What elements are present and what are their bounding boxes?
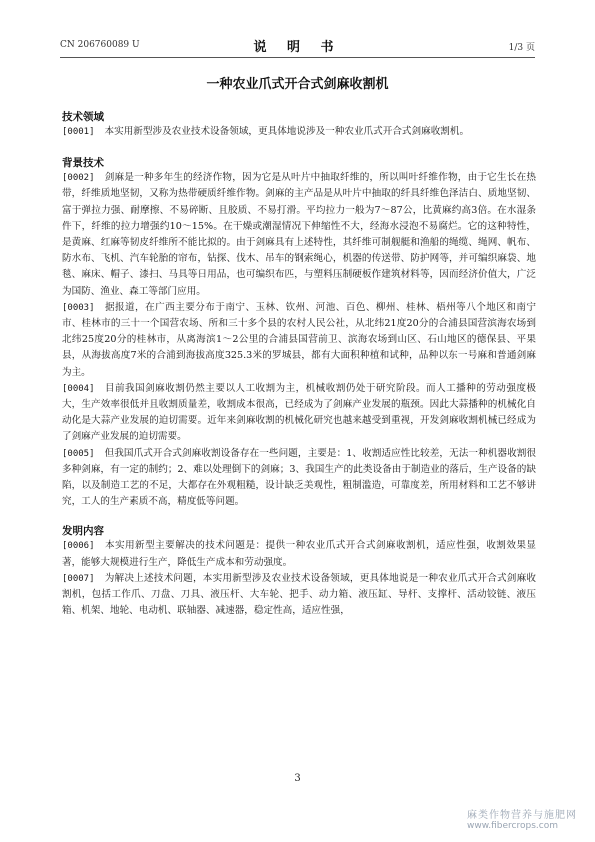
paragraph-number: [0007] <box>62 573 95 584</box>
section-heading-background: 背景技术 <box>62 157 104 170</box>
header-divider <box>60 57 535 58</box>
document-type: 说 明 书 <box>253 40 342 55</box>
paragraph <box>62 170 536 300</box>
paragraph <box>62 124 536 140</box>
patent-number: CN 206760089 U <box>60 40 140 50</box>
paragraph-text: 剑麻是一种多年生的经济作物，因为它是从叶片中抽取纤维的，所以叫叶纤维作物，由于它生长在热带，纤维质地坚韧，又称为热带硬质纤维作物。剑麻的主产品是从叶片中抽取的纤具纤维色泽洁白、质地坚韧、富于弹拉力强、耐摩擦、不易碎断、且胶质、不易打滑。平均拉力一般为7～87公，比黄麻约高3倍。在水湿条件下，纤维的拉力增强约10～15%。在干燥或潮湿情况下伸缩性不大，经海水浸泡不易腐烂。它的这种特性，是黄麻、红麻等韧皮纤维所不能比拟的。由于剑麻具有上述特性，其纤维可制舰艇和渔船的绳缆、绳网、帆布、防水布、飞机、汽车轮胎的帘布，钻探、伐木、吊车的钢索绳心，机器的传送带、防护网等，并可编织麻袋、地毯、麻床、帽子、漆扫、马具等日用品，也可编织布匹，与塑料压制硬板作建筑材料等，因而经济价值大，广泛为国防、渔业、森工等部门应用。 <box>62 172 536 297</box>
paragraph <box>62 446 536 511</box>
paragraph <box>62 538 536 570</box>
section-heading-invention: 发明内容 <box>62 525 104 538</box>
paragraph-text: 本实用新型涉及农业技术设备领域，更具体地说涉及一种农业爪式开合式剑麻收割机。 <box>104 126 470 137</box>
page-header <box>60 36 535 55</box>
paragraph-text: 但我国爪式开合式剑麻收割设备存在一些问题，主要是：1、收割适应性比较差，无法一种机器收割很多种剑麻，有一定的制约；2、难以处理倒下的剑麻；3、我国生产的此类设备由于制造业的落后，生产设备的缺陷，以及制造工艺的不足，大都存在外观粗糙，设计缺乏美观性，粗制滥造，可靠度差，所用材料和工艺不够讲究，工人的生产素质不高，精度低等问题。 <box>62 447 536 508</box>
paragraph-number: [0003] <box>62 302 95 313</box>
paragraph-number: [0002] <box>62 173 95 184</box>
paragraph <box>62 381 536 446</box>
watermark-text: 麻类作物营养与施肥网 <box>467 810 577 821</box>
paragraph-text: 本实用新型主要解决的技术问题是：提供一种农业爪式开合式剑麻收割机，适应性强，收割效果显著，能够大规模进行生产，降低生产成本和劳动强度。 <box>62 540 536 568</box>
page-indicator: 1/3 页 <box>508 43 535 53</box>
paragraph-number: [0004] <box>62 383 95 394</box>
paragraph-number: [0006] <box>62 541 95 552</box>
paragraph-text: 据报道，在广西主要分布于南宁、玉林、钦州、河池、百色、柳州、桂林、梧州等八个地区和南宁市、桂林市的三十一个国营农场、所和三十多个县的农村人民公社，从北纬21度20分的合浦县国营滨海农场到北纬25度20分的桂林市，从离海滨1～2公里的合浦县国营前卫、滨海农场到山区、石山地区的德保县、平果县，从海拔高度7米的合浦到海拔高度325.3米的罗城县，都有大面积种植和试种，品种以东一号麻和普通剑麻为主。 <box>62 301 536 378</box>
section-heading-tech-field: 技术领域 <box>62 111 104 123</box>
paragraph <box>62 300 536 381</box>
watermark-url: www.fibercrops.com <box>467 821 558 831</box>
paragraph-number: [0001] <box>62 127 95 137</box>
document-title: 一种农业爪式开合式剑麻收割机 <box>206 77 389 92</box>
page-number: 3 <box>294 773 301 784</box>
paragraph-number: [0005] <box>62 448 95 459</box>
paragraph-text: 为解决上述技术问题，本实用新型涉及农业技术设备领域，更具体地说是一种农业爪式开合式剑麻收割机，包括工作爪、刀盘、刀具、液压杆、大车轮、把手、动力箱、液压缸、导杆、支撑杆、活动铰链、液压箱、机架、地轮、电动机、联轴器、减速器，稳定性高，适应性强， <box>62 572 536 617</box>
paragraph-text: 目前我国剑麻收割仍然主要以人工收割为主，机械收割仍处于研究阶段。而人工播种的劳动强度极大，生产效率很低并且收割质量差，收割成本很高，已经成为了剑麻产业发展的瓶颈。因此大蒜播种的机械化自动化是大蒜产业发展的迫切需要。近年来剑麻收割的机械化研究也越来越受到重视，开发剑麻收割机械已经成为了剑麻产业发展的迫切需要。 <box>62 382 536 443</box>
document-body <box>62 110 536 619</box>
paragraph <box>62 571 536 620</box>
watermark <box>467 806 577 831</box>
